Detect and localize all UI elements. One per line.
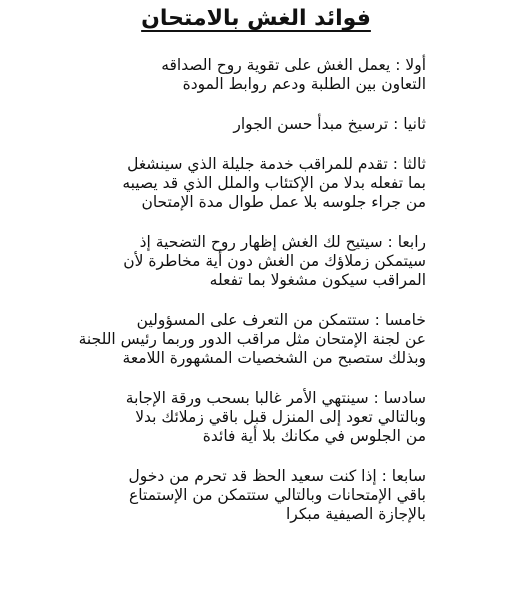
document-title [0,4,512,34]
item-line: وبالتالي تعود إلى المنزل قبل باقي زملائك بدلا [135,408,426,426]
list-item-second [16,115,426,134]
item-line: بما تفعله بدلا من الإكتئاب والملل الذي قد يصيبه [122,174,426,192]
list-item-fifth [16,311,426,368]
list-item-first [16,56,426,94]
benefits-list [16,56,426,545]
list-item-third [16,155,426,212]
item-line: باقي الإمتحانات وبالتالي ستتمكن من الإستمتاع [129,486,426,504]
list-item-sixth [16,389,426,446]
item-line: رابعا : سيتيح لك الغش إظهار روح التضحية إذ [139,233,426,251]
list-item-seventh [16,467,426,524]
item-line: المراقب سيكون مشغولا بما تفعله [209,271,426,289]
item-line: بالإجازة الصيفية مبكرا [285,505,426,523]
list-item-fourth [16,233,426,290]
document-title-text: فوائد الغش بالامتحان [141,6,371,31]
item-line: ثالثا : تقدم للمراقب خدمة جليلة الذي سينشغل [127,155,426,173]
item-line: وبذلك ستصبح من الشخصيات المشهورة اللامعة [122,349,426,367]
item-line: سيتمكن زملاؤك من الغش دون أية مخاطرة لأن [123,252,426,270]
item-line: ثانيا : ترسيخ مبدأ حسن الجوار [233,115,426,133]
item-line: من الجلوس في مكانك بلا أية فائدة [202,427,426,445]
item-line: سادسا : سينتهي الأمر غالبا بسحب ورقة الإجابة [125,389,426,407]
item-line: خامسا : ستتمكن من التعرف على المسؤولين [136,311,426,329]
item-line: التعاون بين الطلبة ودعم روابط المودة [182,75,426,93]
item-line: عن لجنة الإمتحان مثل مراقب الدور وربما رئيس اللجنة [78,330,426,348]
item-line: سابعا : إذا كنت سعيد الحظ قد تحرم من دخول [128,467,426,485]
item-line: من جراء جلوسه بلا عمل طوال مدة الإمتحان [141,193,426,211]
item-line: أولا : يعمل الغش على تقوية روح الصداقه [161,56,426,74]
